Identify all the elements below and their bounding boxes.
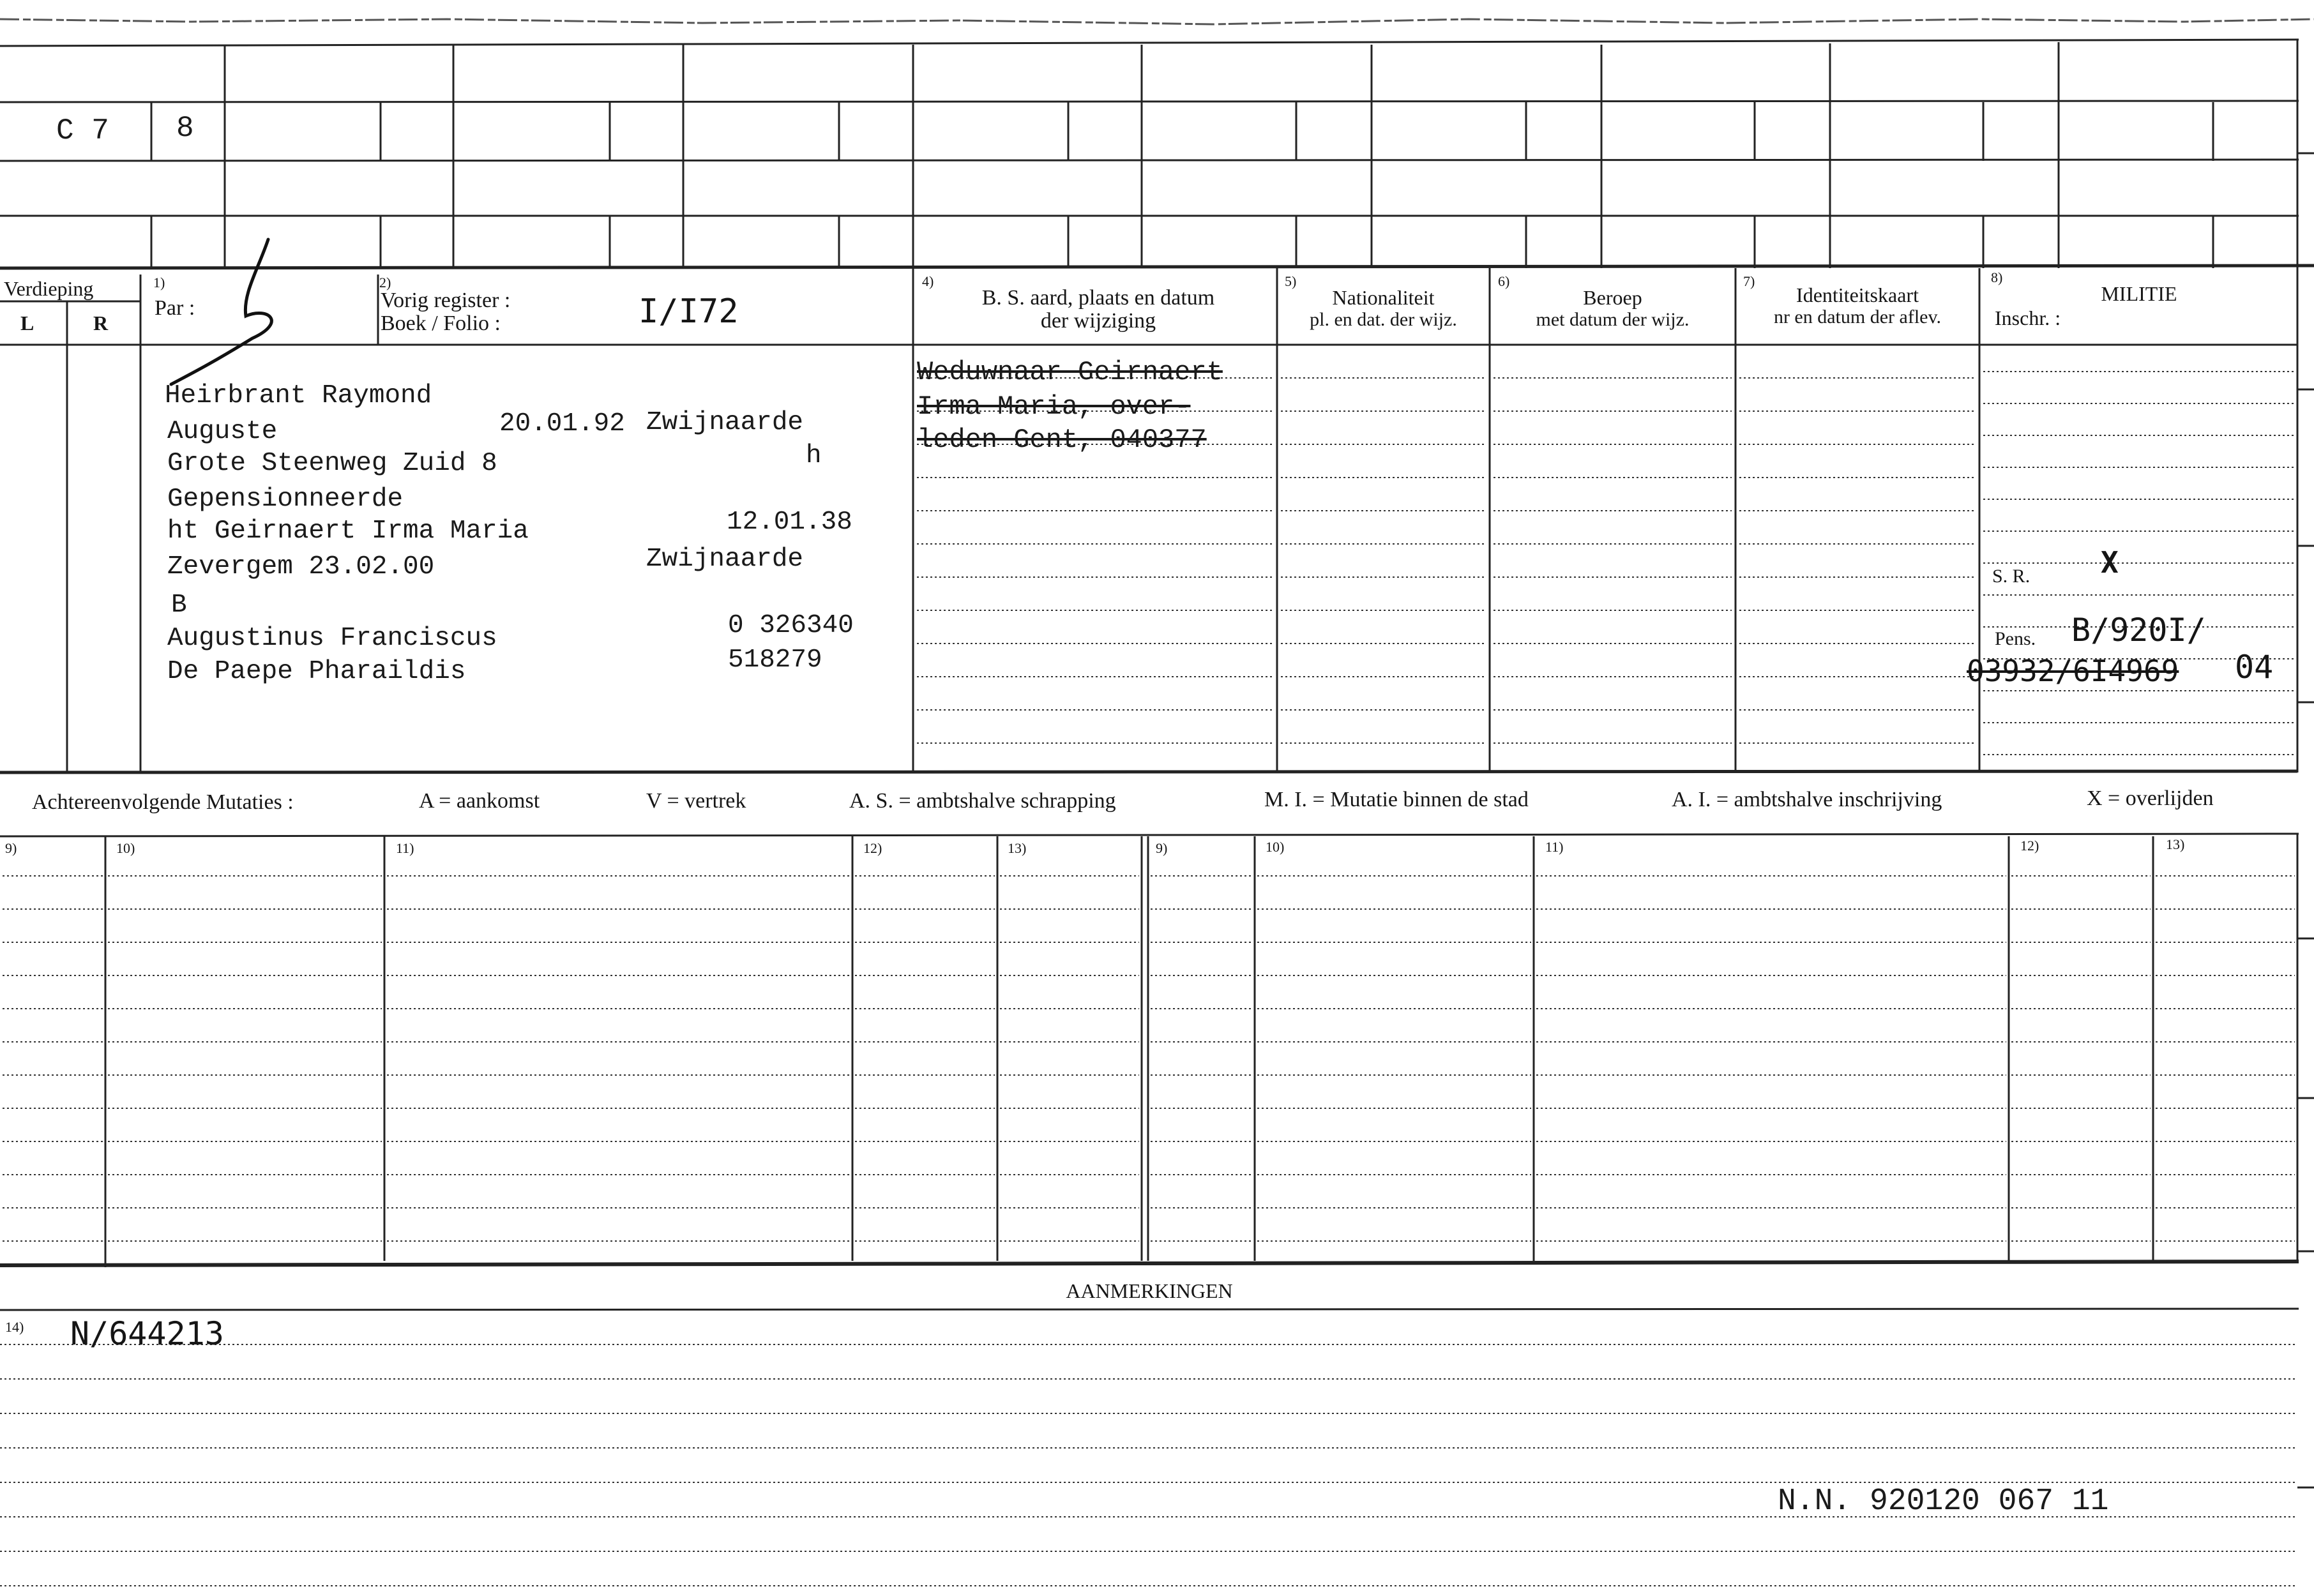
- pens-line2: 03932/6I4969: [1967, 654, 2179, 688]
- person-birth-date: 20.01.92: [499, 409, 625, 439]
- person-spouse: ht Geirnaert Irma Maria: [167, 516, 529, 546]
- col5-num: 5): [1285, 273, 1297, 289]
- col6-line1: Beroep: [1583, 286, 1642, 309]
- mut-col-12-a: 12): [863, 840, 882, 856]
- col2-label1: Vorig register :: [381, 289, 511, 312]
- mut-col-13-a: 13): [1008, 840, 1027, 856]
- pens-label: Pens.: [1995, 628, 2036, 649]
- mut-col-9-a: 9): [5, 840, 17, 856]
- person-spouse-place: Zwijnaarde: [646, 545, 804, 574]
- legend-v: V = vertrek: [646, 789, 746, 813]
- col7-line1: Identiteitskaart: [1796, 283, 1919, 306]
- person-address: Grote Steenweg Zuid 8: [167, 449, 497, 478]
- person-birth-place: Zwijnaarde: [646, 408, 804, 437]
- mut-col-11-a: 11): [396, 840, 414, 856]
- modification-line1: Weduwnaar Geirnaert: [917, 357, 1223, 388]
- card-code-left: C 7: [56, 114, 109, 147]
- person-occupation: Gepensionneerde: [167, 485, 404, 514]
- person-first: Auguste: [167, 417, 278, 446]
- mut-col-10-a: 10): [116, 840, 135, 856]
- binder-marks: [2297, 153, 2314, 1487]
- col7-line2: nr en datum der aflev.: [1773, 306, 1942, 327]
- mut-col-12-b: 12): [2020, 838, 2039, 854]
- col2-num: 2): [379, 275, 391, 290]
- legend-as: A. S. = ambtshalve schrapping: [849, 789, 1116, 813]
- card-code-right: 8: [176, 112, 194, 145]
- modification-line3: leden Gent, 040377: [917, 425, 1207, 455]
- sr-value: X: [2101, 545, 2119, 580]
- col6-num: 6): [1498, 273, 1510, 289]
- col4-num: 4): [922, 273, 934, 289]
- person-address-mark: h: [806, 441, 822, 471]
- legend-a: A = aankomst: [419, 789, 540, 813]
- mut-col-13-b: 13): [2166, 836, 2185, 852]
- person-spouse-birth: Zevergem 23.02.00: [167, 552, 435, 582]
- pens-line1: B/920I/: [2071, 612, 2206, 649]
- person-marriage-date: 12.01.38: [727, 508, 852, 537]
- col4-line1: B. S. aard, plaats en datum: [981, 286, 1215, 310]
- floor-right: R: [93, 312, 109, 335]
- legend-x: X = overlijden: [2087, 787, 2214, 810]
- remarks-num: 14): [5, 1319, 24, 1335]
- torn-top-edge: [0, 19, 2314, 24]
- sr-label: S. R.: [1992, 566, 2030, 587]
- person-name: Heirbrant Raymond: [165, 381, 432, 410]
- person-father-no: 0 326340: [728, 611, 854, 640]
- mut-col-9-b: 9): [1156, 840, 1168, 856]
- person-father: Augustinus Franciscus: [167, 624, 497, 653]
- remarks-value: N/644213: [70, 1315, 224, 1352]
- legend-mi: M. I. = Mutatie binnen de stad: [1264, 788, 1529, 811]
- col1-num: 1): [153, 275, 165, 290]
- person-status: B: [171, 591, 187, 620]
- col5-line1: Nationaliteit: [1332, 286, 1435, 309]
- col2-label2: Boek / Folio :: [381, 312, 501, 335]
- modification-line2: Irma Maria, over-: [917, 391, 1191, 422]
- col5-line2: pl. en dat. der wijz.: [1310, 309, 1457, 330]
- col4-line2: der wijziging: [1040, 309, 1156, 333]
- col8-num: 8): [1991, 269, 2003, 285]
- col7-num: 7): [1743, 273, 1755, 289]
- pens-suffix: 04: [2235, 649, 2274, 686]
- remarks-nn: N.N. 920120 067 11: [1778, 1484, 2109, 1519]
- col8-inschr: Inschr. :: [1995, 306, 2061, 329]
- person-mother-no: 518279: [728, 645, 822, 675]
- mut-col-10-b: 10): [1266, 839, 1285, 855]
- col8-title: MILITIE: [2101, 282, 2177, 305]
- floor-label: Verdieping: [4, 277, 94, 300]
- remarks-title: AANMERKINGEN: [1066, 1279, 1233, 1302]
- col2-value: I/I72: [639, 292, 739, 331]
- legend-title: Achtereenvolgende Mutaties :: [32, 790, 294, 814]
- mut-col-11-b: 11): [1545, 839, 1564, 855]
- legend-ai: A. I. = ambtshalve inschrijving: [1672, 788, 1942, 811]
- col1-label: Par :: [155, 296, 195, 320]
- floor-left: L: [20, 312, 34, 335]
- col6-line2: met datum der wijz.: [1536, 309, 1690, 330]
- person-mother: De Paepe Pharaildis: [167, 657, 466, 686]
